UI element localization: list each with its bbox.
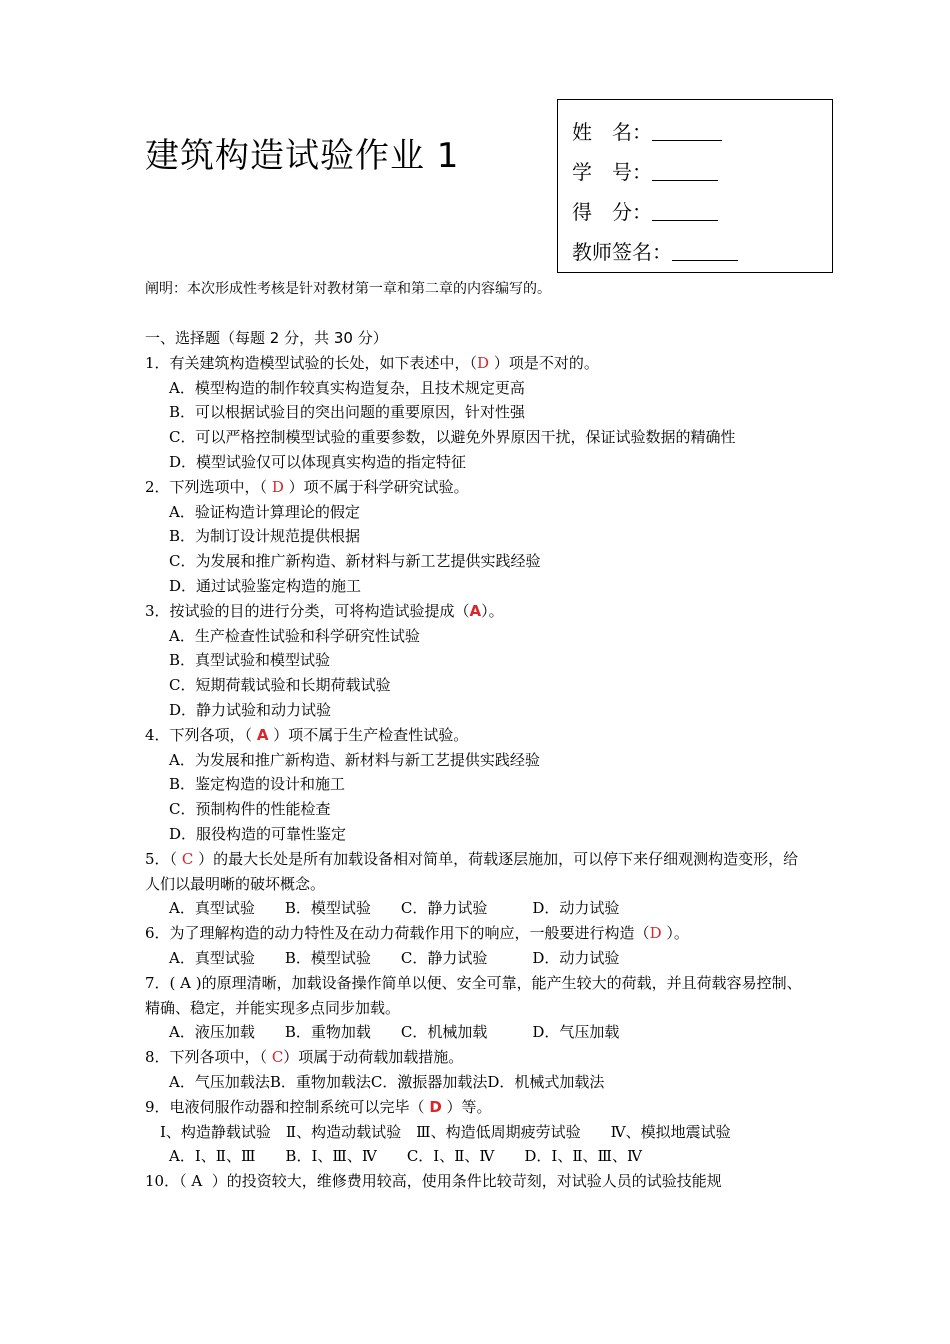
option: B．为制订设计规范提供根据 [169, 527, 361, 546]
question-list [145, 326, 810, 1194]
id-label: 学 号： [572, 160, 652, 184]
option: A．为发展和推广新构造、新材料与新工艺提供实践经验 [169, 750, 540, 769]
answer: A [469, 601, 482, 620]
question-6: 6．为了理解构造的动力特性及在动力荷载作用下的响应，一般要进行构造（D ）。 [145, 924, 689, 943]
question-2: 2．下列选项中，（ D ）项不属于科学研究试验。 [145, 477, 469, 496]
option: B．鉴定构造的设计和施工 [169, 775, 346, 794]
question-5: 5．（ C ）的最大长处是所有加载设备相对简单，荷载逐层施加，可以停下来仔细观测构造变形，给人们以最明晰的破坏概念。 [145, 849, 799, 893]
question-3: 3．按试验的目的进行分类，可将构造试验提成（A）。 [145, 601, 504, 620]
score-blank[interactable] [652, 200, 718, 221]
name-label: 姓 名： [572, 120, 652, 144]
answer: D [429, 1097, 442, 1116]
answer: C [271, 1048, 284, 1067]
name-blank[interactable] [652, 120, 722, 141]
option: A．模型构造的制作较真实构造复杂，且技术规定更高 [169, 378, 525, 397]
id-blank[interactable] [652, 160, 718, 181]
option: A．验证构造计算理论的假定 [169, 502, 360, 521]
option: B．真型试验和模型试验 [169, 651, 331, 670]
question-7: 7．( A )的原理清晰，加载设备操作简单以便、安全可靠，能产生较大的荷载，并且荷载容易控制、精确、稳定，并能实现多点同步加载。 [145, 973, 802, 1017]
answer: A [256, 725, 269, 744]
option: A．液压加载 B．重物加载 C．机械加载 D．气压加载 [169, 1023, 620, 1042]
score-row [572, 196, 718, 225]
teacher-blank[interactable] [672, 240, 738, 261]
answer: A [180, 973, 192, 992]
instructions-note: 阐明：本次形成性考核是针对教材第一章和第二章的内容编写的。 [145, 281, 551, 297]
option: C．可以严格控制模型试验的重要参数，以避免外界原因干扰，保证试验数据的精确性 [169, 428, 736, 447]
option: A．生产检查性试验和科学研究性试验 [169, 626, 420, 645]
score-label: 得 分： [572, 200, 652, 224]
option: D．模型试验仅可以体现真实构造的指定特征 [169, 452, 467, 471]
teacher-row [572, 236, 738, 265]
option: D．静力试验和动力试验 [169, 700, 332, 719]
option: A．气压加载法B．重物加载法C．激振器加载法D．机械式加载法 [169, 1072, 605, 1091]
question-9-items: Ⅰ、构造静载试验 Ⅱ、构造动载试验 Ⅲ、构造低周期疲劳试验 Ⅳ、模拟地震试验 [145, 1122, 731, 1141]
option: D．服役构造的可靠性鉴定 [169, 824, 347, 843]
teacher-label: 教师签名： [572, 240, 672, 264]
answer: D [271, 477, 284, 496]
student-info-box [557, 99, 833, 273]
id-row [572, 156, 718, 185]
option: B．可以根据试验目的突出问题的重要原因，针对性强 [169, 403, 526, 422]
option: A．Ⅰ、Ⅱ、Ⅲ B．Ⅰ、Ⅲ、Ⅳ C．Ⅰ、Ⅱ、Ⅳ D．Ⅰ、Ⅱ、Ⅲ、Ⅳ [169, 1147, 643, 1166]
answer: D [649, 924, 662, 943]
option: A．真型试验 B．模型试验 C．静力试验 D．动力试验 [169, 948, 620, 967]
option: C．预制构件的性能检查 [169, 800, 331, 819]
section-heading: 一、选择题（每题 2 分，共 30 分） [145, 329, 388, 347]
option: C．短期荷载试验和长期荷载试验 [169, 676, 391, 695]
answer: A [191, 1172, 203, 1191]
option: C．为发展和推广新构造、新材料与新工艺提供实践经验 [169, 552, 541, 571]
question-8: 8．下列各项中，（ C）项属于动荷载加载措施。 [145, 1048, 464, 1067]
question-4: 4．下列各项，（ A ）项不属于生产检查性试验。 [145, 725, 469, 744]
answer: D [477, 353, 490, 372]
page-title: 建筑构造试验作业 1 [145, 136, 460, 176]
question-10: 10．（ A ）的投资较大，维修费用较高，使用条件比较苛刻，对试验人员的试验技能规 [145, 1172, 722, 1191]
question-1: 1．有关建筑构造模型试验的长处，如下表述中，（D ）项是不对的。 [145, 353, 599, 372]
answer: C [181, 849, 194, 868]
option: D．通过试验鉴定构造的施工 [169, 576, 362, 595]
question-9: 9．电液伺服作动器和控制系统可以完毕（ D ）等。 [145, 1097, 492, 1116]
name-row [572, 116, 722, 145]
option: A．真型试验 B．模型试验 C．静力试验 D．动力试验 [169, 899, 620, 918]
